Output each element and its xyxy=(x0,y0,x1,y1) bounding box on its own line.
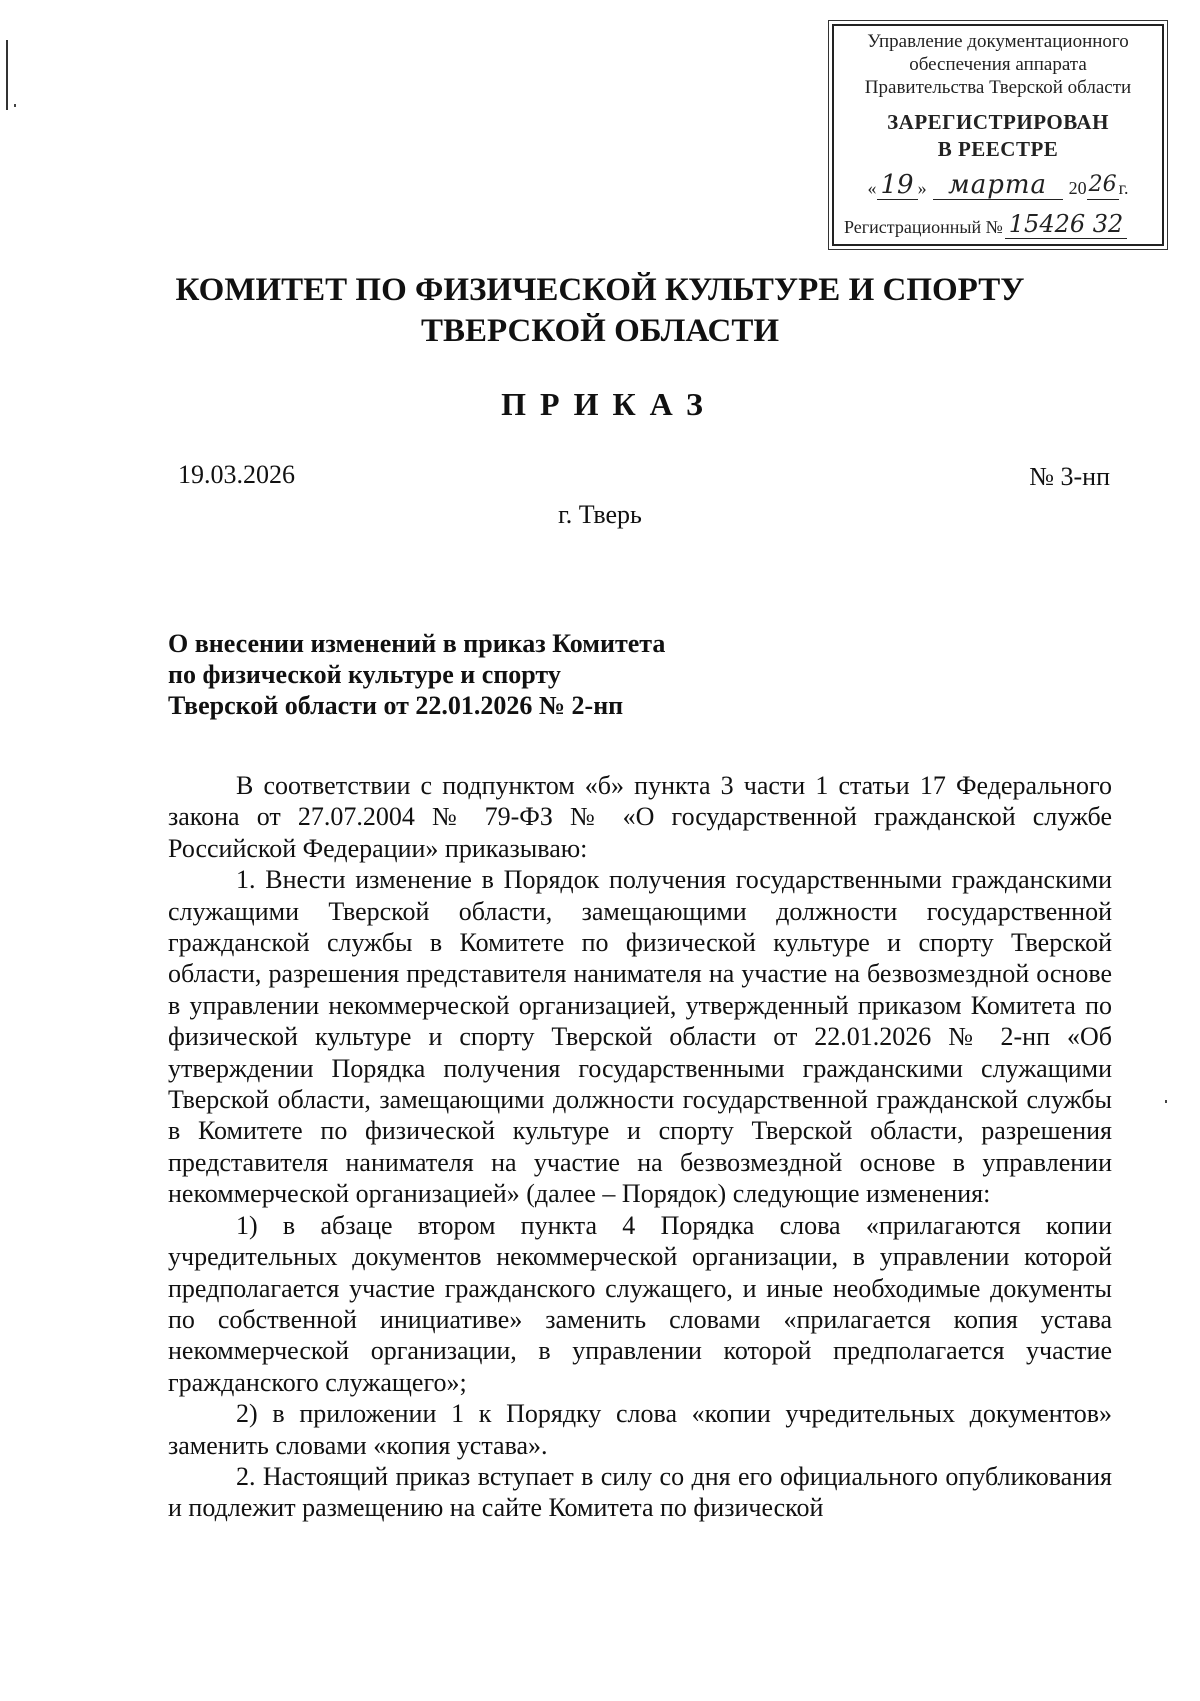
body-paragraph: 1. Внести изменение в Порядок получения государственными гражданскими служащими Тверской области, замещающими должности государственной гражданской службы в Комитете по физической культуре и спорту Тверской области, разрешения представителя нанимателя на участие на безвозмездной основе в управлении некоммерческой организацией, утвержденный приказом Комитета по физической культуре и спорту Тверской области от 22.01.2026 № 2-нп «Об утверждении Порядка получения государственными гражданскими служащими Тверской области, замещающими должности государственной гражданской службы в Комитете по физической культуре и спорту Тверской области, разрешения представителя нанимателя на участие на безвозмездной основе в управлении некоммерческой организацией» (далее – Порядок) следующие изменения: xyxy=(168,865,1112,1209)
stamp-registered-line: ЗАРЕГИСТРИРОВАН xyxy=(887,110,1109,134)
body-paragraph: 2. Настоящий приказ вступает в силу со дня его официального опубликования и подлежит размещению на сайте Комитета по физической xyxy=(168,1461,1112,1523)
document-date: 19.03.2026 xyxy=(178,460,295,489)
stamp-reg-number: 15426 32 xyxy=(1005,210,1128,239)
scan-dust-mark xyxy=(14,104,16,107)
stamp-dept-line: Управление документационного xyxy=(867,31,1129,52)
body-paragraph: 1) в абзаце втором пункта 4 Порядка слова «прилагаются копии учредительных документов некоммерческой организации, в управлении которой предполагается участие гражданского служащего, и иные необходимые документы по собственной инициативе» заменить словами «прилагается копия устава некоммерческой организации, в управлении которой предполагается участие гражданского служащего»; xyxy=(168,1210,1112,1397)
stamp-year-suffix: 26 xyxy=(1087,171,1119,200)
body-paragraph: В соответствии с подпунктом «б» пункта 3 части 1 статьи 17 Федерального закона от 27.07.2004 № 79-ФЗ № «О государственной гражданской службе Российской Федерации» приказываю: xyxy=(168,771,1112,863)
scan-dust-mark xyxy=(1165,1100,1167,1103)
stamp-registered-line: В РЕЕСТРЕ xyxy=(937,137,1059,161)
stamp-quote-open: « xyxy=(867,178,877,198)
stamp-year-prefix: 20 xyxy=(1068,178,1087,198)
stamp-number-row xyxy=(840,210,1156,239)
document-number: № 3-нп xyxy=(1029,462,1110,491)
stamp-dept-line: обеспечения аппарата xyxy=(909,54,1087,75)
subject-line: по физической культуре и спорту xyxy=(168,660,561,689)
stamp-reg-number-label: Регистрационный № xyxy=(844,217,1003,237)
stamp-day: 19 xyxy=(877,171,918,200)
stamp-registered-title xyxy=(840,109,1156,163)
document-subject xyxy=(168,628,788,721)
scan-edge-mark xyxy=(6,40,8,110)
org-title-line: ТВЕРСКОЙ ОБЛАСТИ xyxy=(420,313,780,349)
organization-title xyxy=(0,270,1200,352)
stamp-dept-line: Правительства Тверской области xyxy=(864,77,1132,98)
org-title-line: КОМИТЕТ ПО ФИЗИЧЕСКОЙ КУЛЬТУРЕ И СПОРТУ xyxy=(175,272,1025,308)
subject-line: Тверской области от 22.01.2026 № 2-нп xyxy=(168,691,624,720)
registration-stamp xyxy=(832,24,1164,246)
stamp-quote-close: » xyxy=(917,178,927,198)
body-paragraph: 2) в приложении 1 к Порядку слова «копии учредительных документов» заменить словами «копия устава». xyxy=(168,1399,1112,1460)
stamp-date-row xyxy=(840,171,1156,200)
stamp-year-end: г. xyxy=(1118,178,1129,198)
stamp-month: марта xyxy=(933,171,1063,200)
subject-line: О внесении изменений в приказ Комитета xyxy=(168,629,666,658)
document-type: ПРИКАЗ xyxy=(501,386,717,422)
document-city: г. Тверь xyxy=(558,500,642,529)
document-body xyxy=(168,770,1112,1524)
